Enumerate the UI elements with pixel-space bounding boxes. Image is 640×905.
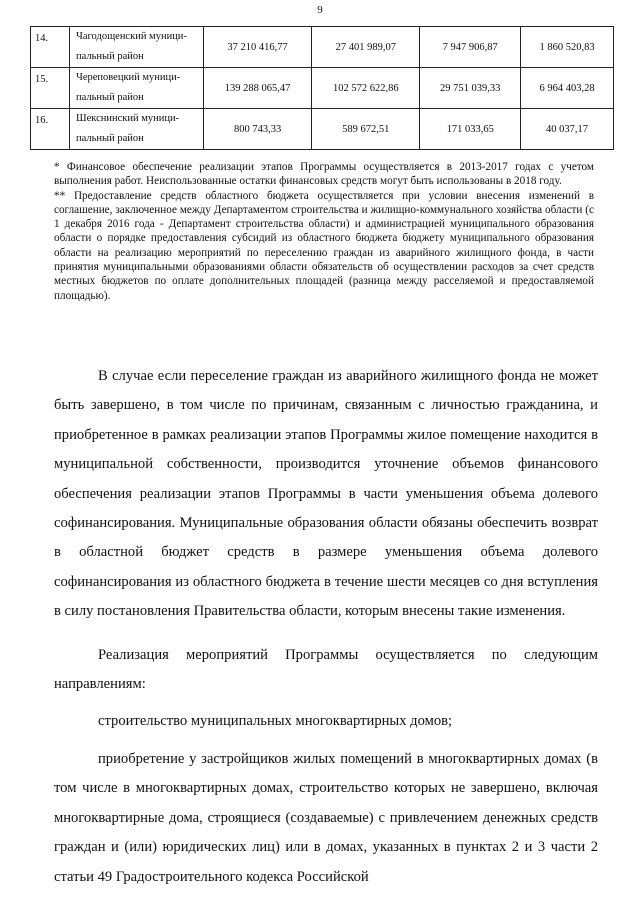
district-name (70, 109, 204, 150)
paragraph-construction: строительство муниципальных многоквартирных домов; (98, 713, 453, 730)
amount-cell: 171 033,65 (420, 109, 521, 150)
amount-cell: 6 964 403,28 (521, 68, 614, 109)
amount-cell: 40 037,17 (521, 109, 614, 150)
footnote-1: * Финансовое обеспечение реализации этапов Программы осуществляется в 2013-2017 годах с учетом выполнения работ. Неиспользованные остатки финансовых средств могут быть использованы в 2018 году. (54, 161, 594, 188)
table-row (31, 27, 614, 68)
district-name-line: Череповецкий муници- (76, 72, 181, 83)
amount-cell: 37 210 416,77 (204, 27, 312, 68)
footnote-2: ** Предоставление средств областного бюджета осуществляется при условии внесения изменений в соглашение, заключенное между Департаментом строительства и жилищно-коммунального хозяйства области (с 1 декабря 2016 года - Департамент строительства области) и администрацией муниципального образования области о порядке предоставления субсидий из областного бюджета бюджету муниципального образования области на реализацию мероприятий по переселению граждан из аварийного жилищного фонда, в части принятия муниципальными образованиями области обязательств об осуществлении расходов за счет средств местных бюджетов по оплате дополнительных площадей (разница между расселяемой и предоставляемой площадью). (54, 189, 594, 302)
page-number: 9 (317, 4, 323, 16)
footnotes (54, 160, 594, 303)
row-number: 14. (31, 27, 70, 68)
amount-cell: 27 401 989,07 (312, 27, 420, 68)
table-row (31, 68, 614, 109)
table-row (31, 109, 614, 150)
amount-cell: 29 751 039,33 (420, 68, 521, 109)
district-name-line: Шекснинский муници- (76, 113, 180, 124)
row-number: 15. (31, 68, 70, 109)
district-name-line: пальный район (76, 133, 144, 144)
district-name-line: Чагодощенский муници- (76, 31, 187, 42)
amount-cell: 139 288 065,47 (204, 68, 312, 109)
district-name (70, 27, 204, 68)
district-name-line: пальный район (76, 51, 144, 62)
amount-cell: 102 572 622,86 (312, 68, 420, 109)
amount-cell: 7 947 906,87 (420, 27, 521, 68)
row-number: 16. (31, 109, 70, 150)
main-text (54, 362, 598, 892)
amount-cell: 800 743,33 (204, 109, 312, 150)
amount-cell: 589 672,51 (312, 109, 420, 150)
funding-table (30, 26, 614, 150)
district-name-line: пальный район (76, 92, 144, 103)
district-name (70, 68, 204, 109)
amount-cell: 1 860 520,83 (521, 27, 614, 68)
paragraph-acquisition: приобретение у застройщиков жилых помещений в многоквартирных домах (в том числе в многоквартирных домах, строительство которых не завершено, включая многоквартирные дома, строящиеся (создаваемые) с привлечением денежных средств граждан и (или) юридических лиц) или в домах, указанных в пунктах 2 и 3 части 2 статьи 49 Градостроительного кодекса Российской (54, 750, 598, 885)
paragraph-directions: Реализация мероприятий Программы осуществляется по следующим направлениям: (54, 646, 598, 693)
paragraph-resettlement: В случае если переселение граждан из аварийного жилищного фонда не может быть завершено, в том числе по причинам, связанным с личностью гражданина, и приобретенное в рамках реализации этапов Программы жилое помещение находится в муниципальной собственности, производится уточнение объемов финансового обеспечения реализации этапов Программы в части уменьшения объема долевого софинансирования. Муниципальные образования области обязаны обеспечить возврат в областной бюджет средств в размере уменьшения объема долевого софинансирования из областного бюджета в течение шести месяцев со дня вступления в силу постановления Правительства области, которым внесены такие изменения. (54, 368, 598, 620)
